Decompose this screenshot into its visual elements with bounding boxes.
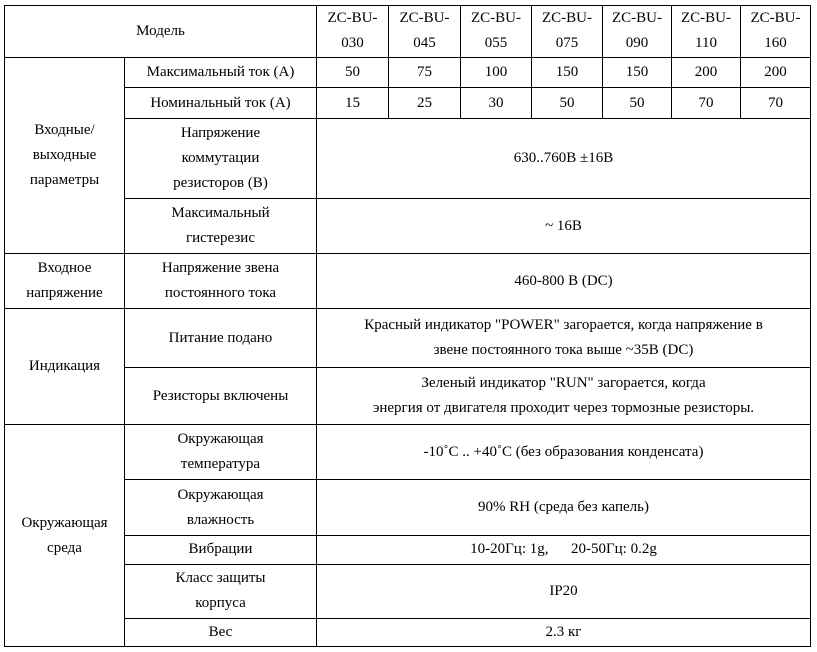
nominal-current-label: Номинальный ток (А) [125,88,317,119]
protection-value: IP20 [317,564,811,619]
indication-group-cell: Индикация [5,309,125,425]
humidity-value: 90% RH (среда без капель) [317,480,811,536]
input-voltage-group-line: Входное [37,260,92,277]
model-prefix: ZC-BU- [327,10,378,27]
weight-label: Вес [125,619,317,647]
humidity-label [125,480,317,536]
temperature-label-line: температура [180,456,261,473]
switch-voltage-label-line: коммутации [181,150,260,167]
model-code: 160 [764,35,787,52]
dc-link-row [5,254,811,309]
model-prefix: ZC-BU- [750,10,801,27]
nominal-current-value: 30 [461,88,532,119]
switch-voltage-value: 630..760В ±16В [317,118,811,198]
weight-row [5,619,811,647]
model-label: Модель [136,22,185,39]
max-current-value: 150 [532,57,603,88]
power-value-line: звене постоянного тока выше ~35В (DC) [433,342,694,359]
nominal-current-value: 70 [672,88,741,119]
hysteresis-label-line: Максимальный [171,205,270,222]
model-code: 045 [413,35,436,52]
humidity-label-line: Окружающая [177,486,264,503]
nominal-current-value: 50 [532,88,603,119]
model-055-cell [461,6,532,58]
environment-group-cell [5,425,125,647]
model-code: 075 [555,35,579,52]
nominal-current-value: 25 [389,88,461,119]
temperature-label [125,425,317,480]
resistors-value [317,368,811,425]
io-group-cell [5,57,125,253]
nominal-current-row [5,88,811,119]
switch-voltage-label [125,118,317,198]
model-045-cell [389,6,461,58]
hysteresis-value: ~ 16В [317,199,811,254]
resistors-label: Резисторы включены [125,368,317,425]
switch-voltage-label-line: резисторов (В) [173,175,268,192]
model-075-cell [532,6,603,58]
header-row [5,6,811,58]
model-code: 030 [341,35,364,52]
max-current-value: 200 [672,57,741,88]
resistors-value-line: энергия от двигателя проходит через тормозные резисторы. [372,400,755,417]
dc-link-label-line: постоянного тока [164,285,277,302]
vibration-row [5,536,811,564]
nominal-current-value: 15 [317,88,389,119]
power-indication-row [5,309,811,368]
weight-value: 2.3 кг [317,619,811,647]
hysteresis-label [125,199,317,254]
power-label: Питание подано [125,309,317,368]
environment-group-line: Окружающая [21,514,108,531]
humidity-label-line: влажность [186,511,255,528]
humidity-row [5,480,811,536]
model-code: 055 [484,35,508,52]
max-current-value: 200 [741,57,811,88]
max-current-value: 75 [389,57,461,88]
specification-table [4,5,811,647]
nominal-current-value: 70 [741,88,811,119]
power-value [317,309,811,368]
vibration-label: Вибрации [125,536,317,564]
max-current-label: Максимальный ток (А) [125,57,317,88]
nominal-current-value: 50 [603,88,672,119]
environment-group-line: среда [47,539,82,556]
dc-link-label [125,254,317,309]
model-prefix: ZC-BU- [471,10,521,27]
resistors-value-line: Зеленый индикатор "RUN" загорается, когда [421,375,706,392]
model-code: 110 [695,35,717,52]
switch-voltage-label-line: Напряжение [180,125,261,142]
protection-row [5,564,811,619]
resistors-indication-row [5,368,811,425]
input-voltage-group-cell [5,254,125,309]
temperature-value: -10˚C .. +40˚C (без образования конденсата) [317,425,811,480]
temperature-row [5,425,811,480]
io-group-line: Входные/ [34,122,95,139]
hysteresis-label-line: гистерезис [185,230,255,247]
max-current-value: 150 [603,57,672,88]
model-header-cell [5,6,317,58]
hysteresis-row [5,199,811,254]
dc-link-label-line: Напряжение звена [161,260,280,277]
vibration-value: 10-20Гц: 1g, 20-50Гц: 0.2g [317,536,811,564]
model-090-cell [603,6,672,58]
temperature-label-line: Окружающая [177,431,264,448]
model-prefix: ZC-BU- [542,10,592,27]
model-prefix: ZC-BU- [681,10,731,27]
model-110-cell [672,6,741,58]
protection-label [125,564,317,619]
model-160-cell [741,6,811,58]
max-current-value: 100 [461,57,532,88]
io-group-line: параметры [29,172,100,189]
max-current-row [5,57,811,88]
io-group-line: выходные [32,147,97,164]
protection-label-line: Класс защиты [175,570,266,587]
input-voltage-group-line: напряжение [26,285,103,302]
max-current-value: 50 [317,57,389,88]
dc-link-value: 460-800 В (DC) [317,254,811,309]
protection-label-line: корпуса [195,595,246,612]
switch-voltage-row [5,118,811,198]
model-code: 090 [625,35,649,52]
model-prefix: ZC-BU- [612,10,662,27]
power-value-line: Красный индикатор "POWER" загорается, когда напряжение в [364,317,763,334]
model-030-cell [317,6,389,58]
model-prefix: ZC-BU- [399,10,450,27]
